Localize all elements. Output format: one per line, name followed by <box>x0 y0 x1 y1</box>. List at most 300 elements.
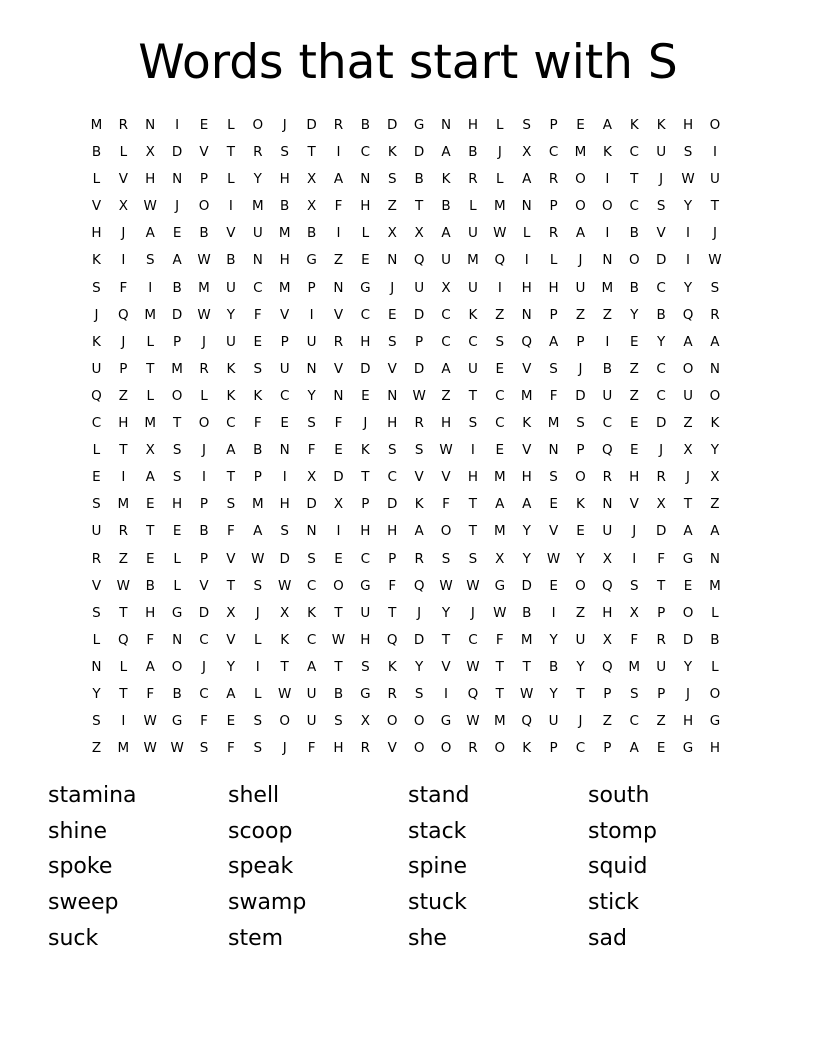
grid-cell[interactable]: U <box>467 279 478 296</box>
grid-cell[interactable]: D <box>279 550 290 567</box>
grid-cell[interactable]: D <box>413 631 425 648</box>
grid-cell[interactable]: U <box>225 279 236 296</box>
grid-cell[interactable]: W <box>493 604 507 621</box>
grid-cell[interactable]: Q <box>602 658 613 675</box>
grid-cell[interactable]: T <box>280 658 289 675</box>
grid-cell[interactable]: W <box>412 387 426 404</box>
grid-cell[interactable]: E <box>145 550 155 567</box>
grid-cell[interactable]: L <box>119 658 128 675</box>
grid-cell[interactable]: Z <box>441 387 451 404</box>
grid-cell[interactable]: S <box>414 685 424 702</box>
grid-cell[interactable]: X <box>683 442 693 459</box>
grid-cell[interactable]: B <box>145 577 155 594</box>
grid-cell[interactable]: K <box>441 171 451 188</box>
grid-cell[interactable]: L <box>361 225 370 242</box>
grid-cell[interactable]: S <box>549 469 558 486</box>
grid-cell[interactable]: M <box>493 713 506 730</box>
grid-cell[interactable]: M <box>709 577 721 594</box>
grid-cell[interactable]: I <box>121 252 126 269</box>
grid-cell[interactable]: P <box>549 117 558 133</box>
grid-cell[interactable]: B <box>602 360 612 377</box>
grid-cell[interactable]: Q <box>118 306 129 323</box>
grid-cell[interactable]: I <box>605 333 610 350</box>
grid-cell[interactable]: A <box>710 523 720 540</box>
grid-cell[interactable]: Y <box>441 604 451 621</box>
grid-cell[interactable]: K <box>280 631 290 648</box>
grid-cell[interactable]: J <box>390 279 395 296</box>
grid-cell[interactable]: N <box>602 496 613 513</box>
grid-cell[interactable]: K <box>576 496 585 513</box>
grid-cell[interactable]: U <box>575 631 586 648</box>
grid-cell[interactable]: T <box>119 604 128 621</box>
grid-cell[interactable]: J <box>470 604 475 621</box>
grid-cell[interactable]: H <box>279 252 290 269</box>
grid-cell[interactable]: C <box>306 577 317 594</box>
grid-cell[interactable]: Y <box>415 658 424 675</box>
grid-cell[interactable]: R <box>333 333 344 350</box>
grid-cell[interactable]: A <box>145 658 155 675</box>
grid-cell[interactable]: S <box>495 333 505 350</box>
grid-cell[interactable]: I <box>712 144 717 161</box>
grid-cell[interactable]: M <box>278 225 291 242</box>
grid-cell[interactable]: V <box>522 442 532 459</box>
grid-cell[interactable]: H <box>333 740 344 757</box>
grid-cell[interactable]: N <box>306 360 317 377</box>
grid-cell[interactable]: B <box>629 225 639 242</box>
grid-cell[interactable]: B <box>522 604 532 621</box>
grid-cell[interactable]: X <box>414 225 424 242</box>
grid-cell[interactable]: K <box>710 415 720 432</box>
grid-cell[interactable]: P <box>657 604 666 621</box>
grid-cell[interactable]: T <box>441 631 451 648</box>
grid-cell[interactable]: G <box>709 713 721 730</box>
grid-cell[interactable]: S <box>361 658 370 675</box>
grid-cell[interactable]: A <box>629 740 639 757</box>
grid-cell[interactable]: Z <box>710 496 720 513</box>
grid-cell[interactable]: I <box>121 713 126 730</box>
grid-cell[interactable]: T <box>495 658 504 675</box>
grid-cell[interactable]: V <box>629 496 639 513</box>
grid-cell[interactable]: T <box>576 685 585 702</box>
grid-cell[interactable]: O <box>413 713 425 730</box>
grid-cell[interactable]: P <box>603 685 612 702</box>
grid-cell[interactable]: B <box>414 171 424 188</box>
grid-cell[interactable]: Z <box>118 387 128 404</box>
grid-cell[interactable]: B <box>441 198 451 215</box>
grid-cell[interactable]: B <box>629 279 639 296</box>
grid-cell[interactable]: Q <box>467 685 479 702</box>
grid-cell[interactable]: M <box>144 415 157 432</box>
grid-cell[interactable]: E <box>656 740 666 757</box>
grid-cell[interactable]: Q <box>386 631 398 648</box>
grid-cell[interactable]: O <box>682 604 694 621</box>
grid-cell[interactable]: O <box>575 171 586 188</box>
grid-cell[interactable]: S <box>92 713 101 730</box>
grid-cell[interactable]: C <box>360 144 371 161</box>
grid-cell[interactable]: V <box>333 360 344 377</box>
grid-cell[interactable]: P <box>415 333 424 350</box>
grid-cell[interactable]: R <box>602 469 613 486</box>
grid-cell[interactable]: K <box>92 333 101 350</box>
grid-cell[interactable]: U <box>602 387 613 404</box>
grid-cell[interactable]: C <box>441 333 451 350</box>
grid-cell[interactable]: Z <box>575 306 586 323</box>
grid-cell[interactable]: T <box>710 198 720 215</box>
word-search-grid[interactable] <box>83 112 728 762</box>
grid-cell[interactable]: N <box>172 631 183 648</box>
grid-cell[interactable]: A <box>548 333 559 350</box>
grid-cell[interactable]: T <box>361 469 370 486</box>
grid-cell[interactable]: S <box>522 117 531 133</box>
grid-cell[interactable]: S <box>92 279 101 296</box>
grid-cell[interactable]: M <box>90 117 103 133</box>
grid-cell[interactable]: M <box>198 279 210 296</box>
grid-cell[interactable]: I <box>470 442 475 459</box>
grid-cell[interactable]: G <box>306 252 317 269</box>
grid-cell[interactable]: R <box>414 415 424 432</box>
grid-cell[interactable]: D <box>198 604 210 621</box>
grid-cell[interactable]: X <box>306 171 317 188</box>
grid-cell[interactable]: A <box>226 442 236 459</box>
grid-cell[interactable]: O <box>252 117 264 133</box>
grid-cell[interactable]: V <box>656 225 666 242</box>
grid-cell[interactable]: W <box>546 550 561 567</box>
grid-cell[interactable]: G <box>171 604 183 621</box>
grid-cell[interactable]: V <box>522 360 532 377</box>
grid-cell[interactable]: P <box>549 306 558 323</box>
grid-cell[interactable]: A <box>172 252 182 269</box>
grid-cell[interactable]: M <box>117 496 130 513</box>
grid-cell[interactable]: N <box>709 550 720 567</box>
grid-cell[interactable]: D <box>521 577 532 594</box>
grid-cell[interactable]: N <box>306 523 317 540</box>
grid-cell[interactable]: I <box>524 252 529 269</box>
grid-cell[interactable]: J <box>175 198 180 215</box>
grid-cell[interactable]: N <box>548 442 559 459</box>
grid-cell[interactable]: Z <box>91 740 102 757</box>
grid-cell[interactable]: W <box>439 442 453 459</box>
grid-cell[interactable]: I <box>175 117 180 133</box>
grid-cell[interactable]: B <box>172 279 182 296</box>
grid-cell[interactable]: W <box>466 658 480 675</box>
grid-cell[interactable]: B <box>253 442 263 459</box>
grid-cell[interactable]: P <box>657 685 666 702</box>
grid-cell[interactable]: U <box>91 360 102 377</box>
grid-cell[interactable]: C <box>468 631 478 648</box>
grid-cell[interactable]: T <box>146 523 155 540</box>
grid-cell[interactable]: H <box>279 171 290 188</box>
grid-cell[interactable]: U <box>709 171 720 188</box>
grid-cell[interactable]: E <box>226 713 236 730</box>
grid-cell[interactable]: M <box>493 198 506 215</box>
grid-cell[interactable]: W <box>708 252 722 269</box>
grid-cell[interactable]: T <box>388 604 397 621</box>
grid-cell[interactable]: A <box>333 171 344 188</box>
grid-cell[interactable]: O <box>682 360 694 377</box>
grid-cell[interactable]: E <box>172 225 182 242</box>
grid-cell[interactable]: S <box>253 713 263 730</box>
grid-cell[interactable]: Q <box>521 713 533 730</box>
grid-cell[interactable]: J <box>282 740 287 757</box>
grid-cell[interactable]: Y <box>226 306 236 323</box>
grid-cell[interactable]: D <box>655 523 667 540</box>
grid-cell[interactable]: O <box>413 740 425 757</box>
grid-cell[interactable]: S <box>441 550 451 567</box>
grid-cell[interactable]: T <box>415 198 424 215</box>
grid-cell[interactable]: N <box>91 658 102 675</box>
grid-cell[interactable]: D <box>655 252 667 269</box>
grid-cell[interactable]: Y <box>630 306 639 323</box>
grid-cell[interactable]: M <box>574 144 587 161</box>
grid-cell[interactable]: X <box>118 198 128 215</box>
grid-cell[interactable]: E <box>280 415 289 432</box>
grid-cell[interactable]: Y <box>226 658 236 675</box>
grid-cell[interactable]: T <box>307 144 316 161</box>
grid-cell[interactable]: S <box>549 360 558 377</box>
grid-cell[interactable]: O <box>333 577 344 594</box>
grid-cell[interactable]: L <box>496 171 504 188</box>
grid-cell[interactable]: S <box>414 442 424 459</box>
grid-cell[interactable]: V <box>387 360 397 377</box>
grid-cell[interactable]: W <box>143 713 157 730</box>
grid-cell[interactable]: H <box>682 117 694 133</box>
grid-cell[interactable]: P <box>119 360 128 377</box>
grid-cell[interactable]: J <box>417 604 422 621</box>
grid-cell[interactable]: S <box>629 685 639 702</box>
grid-cell[interactable]: F <box>495 631 504 648</box>
grid-cell[interactable]: X <box>145 442 155 459</box>
grid-cell[interactable]: A <box>441 360 451 377</box>
grid-cell[interactable]: M <box>493 469 506 486</box>
grid-cell[interactable]: C <box>495 415 505 432</box>
grid-cell[interactable]: S <box>468 415 478 432</box>
grid-cell[interactable]: I <box>686 252 691 269</box>
grid-cell[interactable]: T <box>522 658 531 675</box>
grid-cell[interactable]: D <box>171 306 183 323</box>
grid-cell[interactable]: N <box>360 171 371 188</box>
grid-cell[interactable]: W <box>466 577 480 594</box>
grid-cell[interactable]: E <box>576 117 585 133</box>
grid-cell[interactable]: B <box>468 144 478 161</box>
grid-cell[interactable]: W <box>331 631 346 648</box>
grid-cell[interactable]: K <box>629 117 639 133</box>
grid-cell[interactable]: J <box>202 333 206 350</box>
grid-cell[interactable]: N <box>145 117 156 133</box>
grid-cell[interactable]: W <box>278 577 292 594</box>
grid-cell[interactable]: O <box>494 740 506 757</box>
grid-cell[interactable]: K <box>522 415 532 432</box>
grid-cell[interactable]: K <box>307 604 316 621</box>
grid-cell[interactable]: D <box>413 306 425 323</box>
grid-cell[interactable]: N <box>333 387 344 404</box>
grid-cell[interactable]: D <box>171 144 183 161</box>
grid-cell[interactable]: S <box>280 523 289 540</box>
grid-cell[interactable]: S <box>468 550 478 567</box>
grid-cell[interactable]: W <box>520 685 534 702</box>
grid-cell[interactable]: C <box>602 415 613 432</box>
grid-cell[interactable]: P <box>280 333 289 350</box>
grid-cell[interactable]: V <box>387 740 397 757</box>
grid-cell[interactable]: Z <box>495 306 505 323</box>
grid-cell[interactable]: X <box>522 144 532 161</box>
grid-cell[interactable]: S <box>387 333 397 350</box>
grid-cell[interactable]: M <box>601 279 614 296</box>
grid-cell[interactable]: X <box>387 225 397 242</box>
grid-cell[interactable]: X <box>280 604 290 621</box>
grid-cell[interactable]: H <box>279 496 290 513</box>
grid-cell[interactable]: C <box>199 685 209 702</box>
grid-cell[interactable]: E <box>387 306 397 323</box>
grid-cell[interactable]: C <box>360 306 371 323</box>
grid-cell[interactable]: V <box>414 469 424 486</box>
grid-cell[interactable]: C <box>199 631 209 648</box>
grid-cell[interactable]: G <box>682 740 694 757</box>
grid-cell[interactable]: D <box>333 469 344 486</box>
grid-cell[interactable]: E <box>334 550 343 567</box>
grid-cell[interactable]: A <box>253 523 263 540</box>
grid-cell[interactable]: J <box>94 306 99 323</box>
grid-cell[interactable]: O <box>709 117 721 133</box>
grid-cell[interactable]: O <box>386 713 398 730</box>
grid-cell[interactable]: C <box>387 469 397 486</box>
grid-cell[interactable]: H <box>602 604 613 621</box>
grid-cell[interactable]: V <box>333 306 344 323</box>
grid-cell[interactable]: C <box>441 306 451 323</box>
grid-cell[interactable]: S <box>710 279 720 296</box>
grid-cell[interactable]: C <box>656 279 666 296</box>
grid-cell[interactable]: Y <box>657 333 666 350</box>
grid-cell[interactable]: W <box>278 685 292 702</box>
grid-cell[interactable]: I <box>632 550 637 567</box>
grid-cell[interactable]: W <box>681 171 695 188</box>
grid-cell[interactable]: Q <box>91 387 102 404</box>
grid-cell[interactable]: Y <box>576 550 585 567</box>
grid-cell[interactable]: J <box>578 252 583 269</box>
grid-cell[interactable]: B <box>226 252 236 269</box>
grid-cell[interactable]: T <box>468 496 478 513</box>
grid-cell[interactable]: R <box>656 469 666 486</box>
grid-cell[interactable]: P <box>576 333 585 350</box>
grid-cell[interactable]: W <box>197 252 211 269</box>
grid-cell[interactable]: O <box>279 713 290 730</box>
grid-cell[interactable]: V <box>441 469 451 486</box>
grid-cell[interactable]: T <box>495 685 504 702</box>
grid-cell[interactable]: E <box>549 496 558 513</box>
grid-cell[interactable]: O <box>575 469 586 486</box>
grid-cell[interactable]: C <box>656 360 666 377</box>
grid-cell[interactable]: T <box>226 469 236 486</box>
grid-cell[interactable]: S <box>145 252 155 269</box>
grid-cell[interactable]: J <box>578 713 583 730</box>
grid-cell[interactable]: R <box>468 740 478 757</box>
grid-cell[interactable]: C <box>253 279 263 296</box>
grid-cell[interactable]: Q <box>413 577 425 594</box>
grid-cell[interactable]: A <box>495 496 505 513</box>
grid-cell[interactable]: J <box>202 442 206 459</box>
grid-cell[interactable]: B <box>91 144 102 161</box>
grid-cell[interactable]: T <box>468 523 478 540</box>
grid-cell[interactable]: H <box>360 198 371 215</box>
grid-cell[interactable]: I <box>148 279 153 296</box>
grid-cell[interactable]: S <box>253 577 263 594</box>
grid-cell[interactable]: J <box>659 171 664 188</box>
grid-cell[interactable]: Q <box>413 252 425 269</box>
grid-cell[interactable]: B <box>172 685 182 702</box>
grid-cell[interactable]: F <box>146 631 155 648</box>
grid-cell[interactable]: R <box>118 117 129 133</box>
grid-cell[interactable]: Z <box>683 415 693 432</box>
grid-cell[interactable]: I <box>228 198 233 215</box>
grid-cell[interactable]: P <box>549 740 558 757</box>
grid-cell[interactable]: U <box>306 685 317 702</box>
grid-cell[interactable]: C <box>468 333 478 350</box>
grid-cell[interactable]: X <box>629 604 639 621</box>
grid-cell[interactable]: H <box>467 117 478 133</box>
grid-cell[interactable]: E <box>495 442 505 459</box>
grid-cell[interactable]: G <box>413 117 425 133</box>
grid-cell[interactable]: O <box>602 198 613 215</box>
grid-cell[interactable]: A <box>441 225 451 242</box>
grid-cell[interactable]: F <box>549 387 558 404</box>
grid-cell[interactable]: O <box>171 387 183 404</box>
grid-cell[interactable]: L <box>92 631 101 648</box>
grid-cell[interactable]: T <box>226 144 236 161</box>
grid-cell[interactable]: O <box>440 740 452 757</box>
grid-cell[interactable]: X <box>360 713 370 730</box>
grid-cell[interactable]: T <box>630 171 639 188</box>
grid-cell[interactable]: F <box>630 631 639 648</box>
grid-cell[interactable]: M <box>493 523 506 540</box>
grid-cell[interactable]: H <box>387 523 398 540</box>
grid-cell[interactable]: O <box>628 252 640 269</box>
grid-cell[interactable]: X <box>602 550 612 567</box>
grid-cell[interactable]: V <box>199 144 209 161</box>
grid-cell[interactable]: I <box>202 469 206 486</box>
grid-cell[interactable]: R <box>548 171 559 188</box>
grid-cell[interactable]: H <box>387 415 398 432</box>
grid-cell[interactable]: O <box>198 415 210 432</box>
grid-cell[interactable]: I <box>255 658 260 675</box>
grid-cell[interactable]: F <box>657 550 666 567</box>
grid-cell[interactable]: K <box>387 658 397 675</box>
grid-cell[interactable]: I <box>336 225 341 242</box>
grid-cell[interactable]: U <box>252 225 263 242</box>
grid-cell[interactable]: Z <box>118 550 128 567</box>
grid-cell[interactable]: G <box>682 550 694 567</box>
grid-cell[interactable]: V <box>441 658 451 675</box>
grid-cell[interactable]: V <box>91 198 102 215</box>
grid-cell[interactable]: I <box>605 171 610 188</box>
grid-cell[interactable]: J <box>282 117 287 133</box>
grid-cell[interactable]: D <box>306 117 317 133</box>
grid-cell[interactable]: B <box>333 685 344 702</box>
grid-cell[interactable]: N <box>521 306 532 323</box>
grid-cell[interactable]: K <box>522 740 532 757</box>
grid-cell[interactable]: G <box>360 577 371 594</box>
grid-cell[interactable]: L <box>254 685 262 702</box>
grid-cell[interactable]: U <box>91 523 102 540</box>
grid-cell[interactable]: C <box>629 713 639 730</box>
grid-cell[interactable]: Y <box>253 171 262 188</box>
grid-cell[interactable]: W <box>466 713 480 730</box>
grid-cell[interactable]: X <box>145 144 155 161</box>
grid-cell[interactable]: L <box>146 387 154 404</box>
grid-cell[interactable]: S <box>199 740 209 757</box>
grid-cell[interactable]: A <box>226 685 236 702</box>
grid-cell[interactable]: D <box>306 496 317 513</box>
grid-cell[interactable]: L <box>92 442 101 459</box>
grid-cell[interactable]: H <box>145 171 156 188</box>
